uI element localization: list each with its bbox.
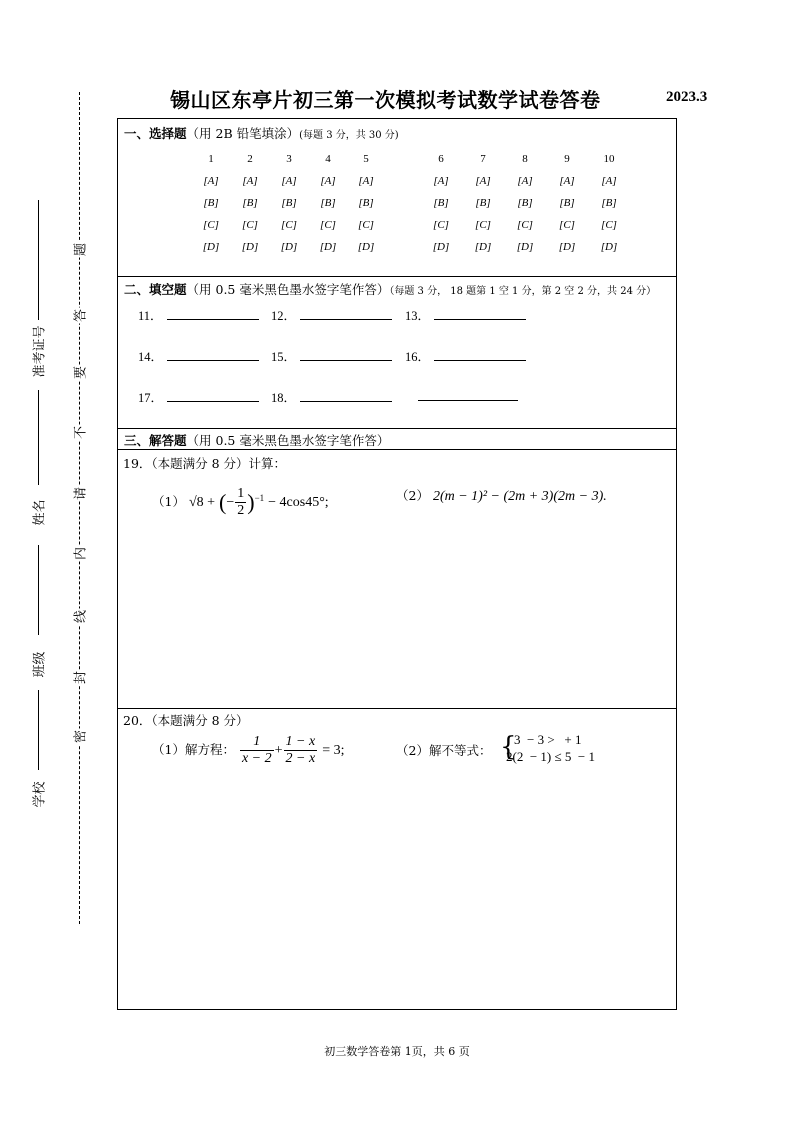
mc-question[interactable]: 8 [A] [B] [C] [D] [516,153,534,253]
q19-part1[interactable]: （1） √8 + (− $\frac{1}{2}$ )$^{-1}$ − 4cos45°; [152,486,329,518]
mc-question[interactable]: 10 [A] [B] [C] [D] [600,153,618,253]
mc-question[interactable]: 5 [A] [B] [C] [D] [357,153,375,253]
mc-question[interactable]: 2 [A] [B] [C] [D] [241,153,259,253]
q19-part1-expr-b: − 4cos45°; [268,495,329,510]
seal-char: 内 [70,546,89,562]
blank-18[interactable]: 18． [271,388,392,406]
q20-fraction-1: $\frac{1}{x - 2}$ [241,734,272,766]
q19-part2[interactable] [396,486,607,505]
mc-question[interactable]: 6 [A] [B] [C] [D] [432,153,450,253]
q20-part1[interactable]: （1）解方程： $\frac{1}{x - 2}$ + $\frac{1 - x}{2 - x}$ = 3; [152,734,345,766]
section2-note: （用 0.5 毫米黑色墨水签字笔作答） [186,282,390,297]
blank-17[interactable]: 17． [138,388,259,406]
q20-part1-tail: = 3; [322,743,345,758]
blank-14[interactable]: 14． [138,347,259,365]
section1-note: （用 2B 铅笔填涂） [186,126,300,141]
q19-part2-expr: 2(m − 1)² − (2m + 3)(2m − 3). [432,489,607,504]
q20-part2-label: （2）解不等式： [396,743,492,758]
inequality-2: 2(2 − 1) ≤ 5 − 1 [506,749,595,764]
blank-13[interactable]: 13． [405,306,526,324]
seal-char: 答 [70,308,89,324]
blank-11[interactable]: 11． [138,306,259,324]
page-title: 锡山区东亭片初三第一次模拟考试数学试卷答卷 [170,88,601,112]
section3-title [124,431,389,449]
q19-part1-expr-a: √8 + [188,495,216,510]
blank-18-second[interactable] [418,388,518,405]
seal-char: 请 [70,486,89,502]
field-line-class [38,545,39,635]
side-field-class: 班级 [32,651,48,678]
q19-part2-label: （2） [396,488,429,503]
q19-exponent: −1 [254,492,265,503]
mc-question[interactable]: 3 [A] [B] [C] [D] [280,153,298,253]
divider [117,276,677,277]
section2-title [124,280,656,298]
seal-char: 题 [70,242,89,258]
blank-16[interactable]: 16． [405,347,526,365]
section3-note: （用 0.5 毫米黑色墨水签字笔作答） [186,433,390,448]
field-line-name [38,390,39,485]
section1-points: (每题 3 分，共 30 分) [299,130,399,141]
side-field-name: 姓名 [32,499,48,526]
q20-label: 20．（本题满分 8 分） [123,713,249,728]
seal-dashed-line [79,92,80,924]
inequality-brace: { [500,732,517,762]
seal-char: 要 [70,365,89,381]
seal-char: 线 [70,609,89,625]
section2-label: 二、填空题 [124,282,187,297]
section1-title [124,124,399,142]
seal-char: 密 [70,729,89,745]
section1-label: 一、选择题 [124,126,187,141]
exam-date: 2023.3 [666,89,708,105]
blank-12[interactable]: 12． [271,306,392,324]
inequality-1: 3 − 3 > + 1 [514,732,582,747]
divider [117,708,677,709]
seal-char: 不 [70,425,89,441]
q20-part1-label: （1）解方程： [152,742,235,757]
field-line-id [38,200,39,320]
blank-15[interactable]: 15． [271,347,392,365]
field-line-school [38,690,39,770]
mc-question[interactable]: 7 [A] [B] [C] [D] [474,153,492,253]
mc-question[interactable]: 1 [A] [B] [C] [D] [202,153,220,253]
page-footer: 初三数学答卷第 1页，共 6 页 [324,1045,470,1058]
side-field-school: 学校 [32,781,48,808]
divider [117,449,677,450]
side-field-id: 准考证号 [32,325,48,378]
section2-points: （每题 3 分， 18 题第 1 空 1 分，第 2 空 2 分，共 24 分） [389,286,657,297]
divider [117,428,677,429]
seal-char: 封 [70,670,89,686]
mc-question[interactable]: 4 [A] [B] [C] [D] [319,153,337,253]
q20-fraction-2: $\frac{1 - x}{2 - x}$ [285,734,316,766]
q19-label: 19．（本题满分 8 分）计算： [123,456,287,471]
mc-question[interactable]: 9 [A] [B] [C] [D] [558,153,576,253]
section3-label: 三、解答题 [124,433,187,448]
q19-fraction: $\frac{1}{2}$ [237,486,245,518]
q19-part1-label: （1） [152,494,185,509]
